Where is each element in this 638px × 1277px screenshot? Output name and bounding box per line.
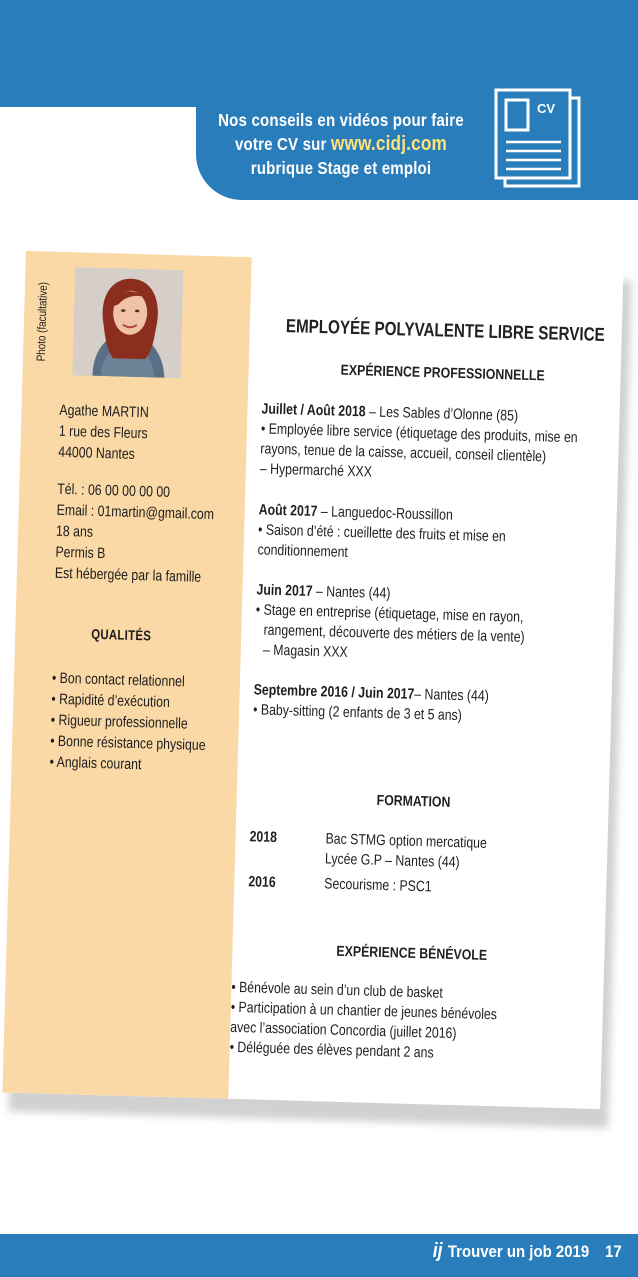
ij-logo-icon: ij <box>433 1240 443 1262</box>
experience-place: – Languedoc-Roussillon <box>317 503 454 524</box>
cv-title: EMPLOYÉE POLYVALENTE LIBRE SERVICE <box>285 316 606 347</box>
formation-year: 2018 <box>249 828 278 847</box>
photo-label: Photo (facultative) <box>33 281 51 362</box>
formation-heading: FORMATION <box>376 792 451 811</box>
experience-line: – Magasin XXX <box>262 641 349 661</box>
volunteer-list <box>229 978 556 1067</box>
volunteer-line: • Déléguée des élèves pendant 2 ans <box>229 1038 434 1062</box>
formation-details <box>325 829 523 874</box>
volunteer-heading: EXPÉRIENCE BÉNÉVOLE <box>336 943 488 964</box>
footer <box>433 1240 622 1263</box>
experience-place: – Nantes (44) <box>414 685 490 705</box>
formation-entry <box>249 827 283 848</box>
experience-line: • Stage en entreprise (étiquetage, mise en rayon, <box>255 601 524 626</box>
tips-line-2-prefix: votre CV sur <box>234 134 327 154</box>
experience-line: – Hypermarché XXX <box>259 460 373 481</box>
formation-year: 2016 <box>248 873 276 892</box>
contact-email: Email : 01martin@gmail.com <box>56 501 215 524</box>
formation-line: Secourisme : PSC1 <box>324 875 432 896</box>
formation-line: Lycée G.P – Nantes (44) <box>324 850 460 872</box>
profile-photo <box>72 267 183 378</box>
formation-line: Bac STMG option mercatique <box>325 830 488 852</box>
experience-heading: EXPÉRIENCE PROFESSIONNELLE <box>340 362 545 385</box>
contact-phone: Tél. : 06 00 00 00 00 <box>56 480 171 501</box>
tips-text <box>216 108 465 180</box>
identity-block <box>58 400 169 466</box>
cv-document-icon <box>493 88 583 188</box>
quality-item: • Rigueur professionnelle <box>50 711 188 733</box>
experience-place: – Nantes (44) <box>312 582 391 603</box>
footer-title: Trouver un job 2019 <box>448 1242 590 1261</box>
identity-name: Agathe MARTIN <box>59 401 149 422</box>
contact-housing: Est hébergée par la famille <box>54 564 202 586</box>
experience-line: • Baby-sitting (2 enfants de 3 et 5 ans) <box>252 701 463 725</box>
volunteer-line: • Participation à un chantier de jeunes bénévoles <box>230 998 498 1024</box>
cidj-link[interactable]: www.cidj.com <box>330 133 448 155</box>
experience-entry <box>257 500 561 568</box>
volunteer-line: • Bénévole au sein d’un club de basket <box>231 978 444 1002</box>
contact-age: 18 ans <box>55 522 94 541</box>
tips-line-3: rubrique Stage et emploi <box>250 158 432 178</box>
experience-date: Juillet / Août 2018 <box>261 400 366 421</box>
quality-item: • Bonne résistance physique <box>49 732 206 755</box>
cv-sheet <box>2 251 623 1109</box>
experience-entry <box>255 580 586 669</box>
experience-line: • Employée libre service (étiquetage des produits, mise en <box>260 420 578 447</box>
volunteer-line: avec l’association Concordia (juillet 2016) <box>230 1018 457 1043</box>
identity-city: 44000 Nantes <box>58 443 136 463</box>
experience-line: rayons, tenue de la caisse, accueil, conseil clientèle) <box>260 440 547 466</box>
experience-line: conditionnement <box>257 541 349 561</box>
cv-icon-label: CV <box>537 101 556 116</box>
quality-item: • Anglais courant <box>49 753 142 774</box>
contact-license: Permis B <box>55 543 106 563</box>
tips-line-2 <box>216 132 465 156</box>
identity-street: 1 rue des Fleurs <box>58 422 148 443</box>
experience-line: rangement, découverte des métiers de la vente) <box>263 621 525 646</box>
formation-details <box>324 874 455 898</box>
qualities-heading: QUALITÉS <box>90 625 152 644</box>
experience-entry <box>260 399 624 490</box>
experience-date: Août 2017 <box>258 501 318 521</box>
quality-item: • Rapidité d’exécution <box>51 690 171 712</box>
qualities-list <box>49 668 241 778</box>
formation-entry <box>248 872 282 893</box>
page-number: 17 <box>605 1242 622 1261</box>
experience-line: • Saison d’été : cueillette des fruits et mise en <box>257 521 507 546</box>
experience-date: Juin 2017 <box>256 581 313 600</box>
quality-item: • Bon contact relationnel <box>51 669 185 691</box>
tips-line-1: Nos conseils en vidéos pour faire <box>218 110 464 130</box>
experience-date: Septembre 2016 / Juin 2017 <box>253 681 415 703</box>
experience-place: – Les Sables d’Olonne (85) <box>365 403 519 425</box>
experience-entry <box>253 680 541 728</box>
contact-block <box>55 479 250 589</box>
